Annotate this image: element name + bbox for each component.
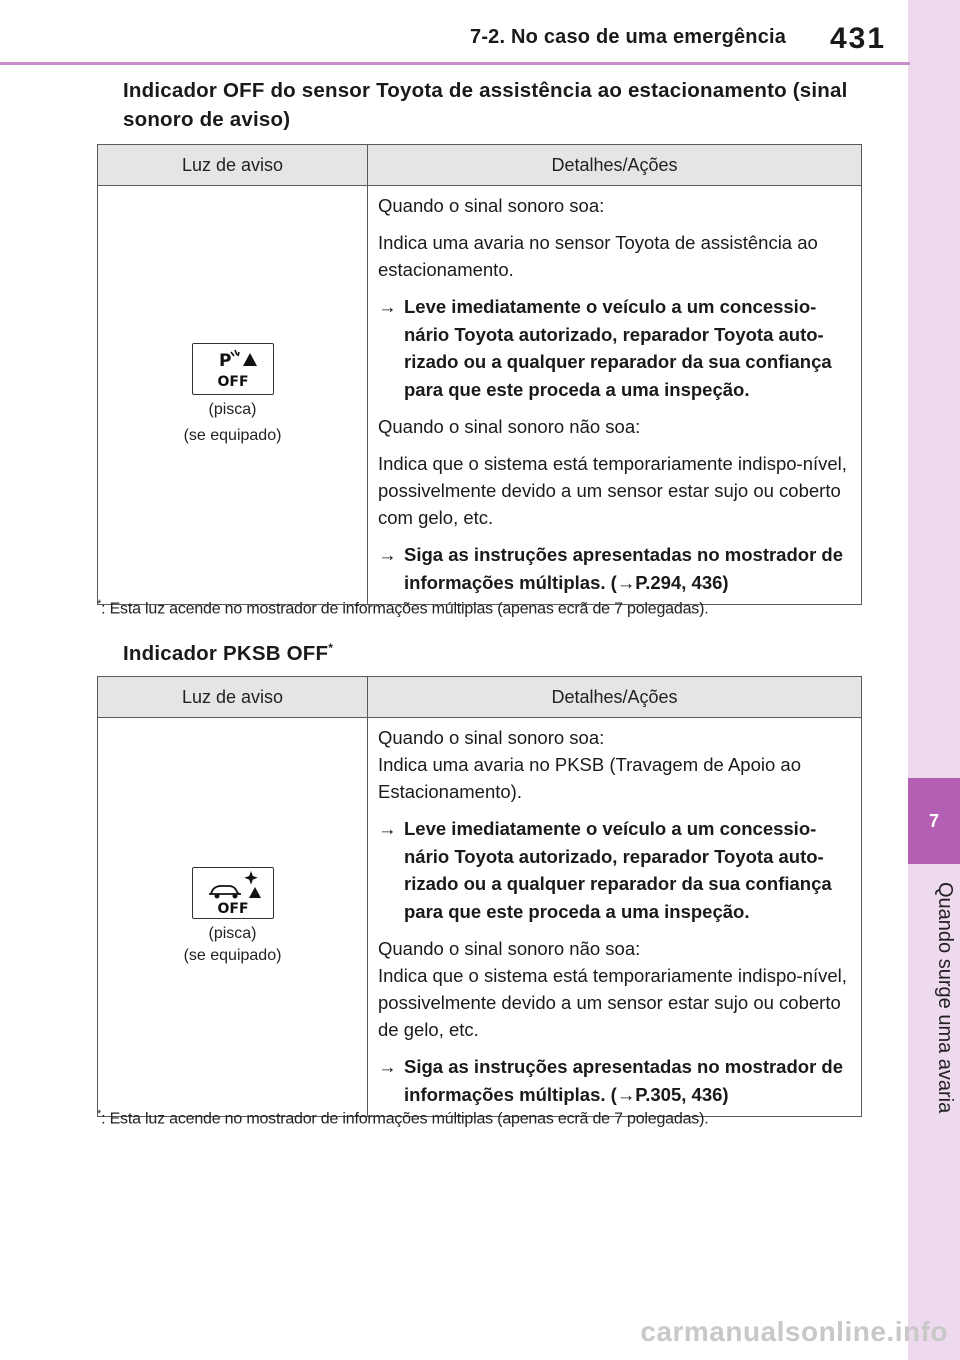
column-header-details: Detalhes/Ações xyxy=(368,145,862,186)
action-item: → Leve imediatamente o veículo a um concessio-nário Toyota autorizado, reparador Toyota auto-rizado ou a qualquer reparador da sua confiança para que este proceda a uma inspeção. xyxy=(378,815,851,925)
caption-blink: (pisca) xyxy=(208,401,257,418)
parking-sensor-off-icon xyxy=(192,343,274,395)
warning-light-cell xyxy=(98,718,368,1117)
description-text: Indica uma avaria no PKSB (Travagem de Apoio ao Estacionamento). xyxy=(378,754,801,802)
description-text: Indica que o sistema está temporariamente indispo-nível, possivelmente devido a um sensor estar sujo ou coberto com gelo, etc. xyxy=(378,453,847,528)
caption-blink: (pisca) xyxy=(208,925,257,942)
footnote: *: Esta luz acende no mostrador de informações múltiplas (apenas ecrã de 7 polegadas). xyxy=(97,1108,709,1128)
details-cell xyxy=(368,186,862,605)
condition-text: Quando o sinal sonoro não soa: xyxy=(378,938,641,959)
action-item: → Siga as instruções apresentadas no mostrador de informações múltiplas. (→P.294, 436) xyxy=(378,541,851,596)
action-item: → Siga as instruções apresentadas no mostrador de informações múltiplas. (→P.305, 436) xyxy=(378,1053,851,1108)
chapter-number-badge: 7 xyxy=(908,778,960,864)
section-heading-parking-sensor: Indicador OFF do sensor Toyota de assistência ao estacionamento (sinal sonoro de aviso) xyxy=(123,79,848,131)
condition-text: Quando o sinal sonoro soa: xyxy=(378,195,605,216)
header-divider xyxy=(0,62,910,65)
watermark: carmanualsonline.info xyxy=(640,1316,948,1347)
caption-equipped: (se equipado) xyxy=(183,947,282,964)
arrow-icon: → xyxy=(378,1056,397,1077)
description-text: Indica que o sistema está temporariamente indispo-nível, possivelmente devido a um sensor estar sujo ou coberto de gelo, etc. xyxy=(378,965,847,1040)
action-item: → Leve imediatamente o veículo a um concessio-nário Toyota autorizado, reparador Toyota auto-rizado ou a qualquer reparador da sua confiança para que este proceda a uma inspeção. xyxy=(378,293,851,403)
column-header-light: Luz de aviso xyxy=(98,145,368,186)
description-text: Indica uma avaria no sensor Toyota de assistência ao estacionamento. xyxy=(378,232,818,280)
page-number: 431 xyxy=(830,22,887,55)
table-header-row xyxy=(98,677,862,718)
table-header-row xyxy=(98,145,862,186)
arrow-icon: → xyxy=(378,296,397,317)
table-row xyxy=(98,718,862,1117)
side-tab xyxy=(908,0,960,1360)
section-heading-pksb: Indicador PKSB OFF* xyxy=(123,641,334,665)
condition-text: Quando o sinal sonoro não soa: xyxy=(378,416,641,437)
column-header-light: Luz de aviso xyxy=(98,677,368,718)
arrow-icon: → xyxy=(378,818,397,839)
condition-text: Quando o sinal sonoro soa: xyxy=(378,727,605,748)
footnote: *: Esta luz acende no mostrador de informações múltiplas (apenas ecrã de 7 polegadas). xyxy=(97,598,709,618)
chapter-side-label: Quando surge uma avaria xyxy=(934,882,956,1114)
warning-table-parking-sensor xyxy=(97,144,862,605)
section-header-title: 7-2. No caso de uma emergência xyxy=(470,26,787,48)
svg-text:OFF: OFF xyxy=(216,901,249,917)
pksb-off-icon xyxy=(192,867,274,919)
svg-text:P: P xyxy=(218,351,231,371)
warning-light-cell xyxy=(98,186,368,605)
arrow-icon: → xyxy=(378,544,397,565)
details-cell xyxy=(368,718,862,1117)
warning-table-pksb xyxy=(97,676,862,1117)
caption-equipped: (se equipado) xyxy=(183,427,282,444)
table-row xyxy=(98,186,862,605)
svg-text:OFF: OFF xyxy=(216,374,249,390)
column-header-details: Detalhes/Ações xyxy=(368,677,862,718)
